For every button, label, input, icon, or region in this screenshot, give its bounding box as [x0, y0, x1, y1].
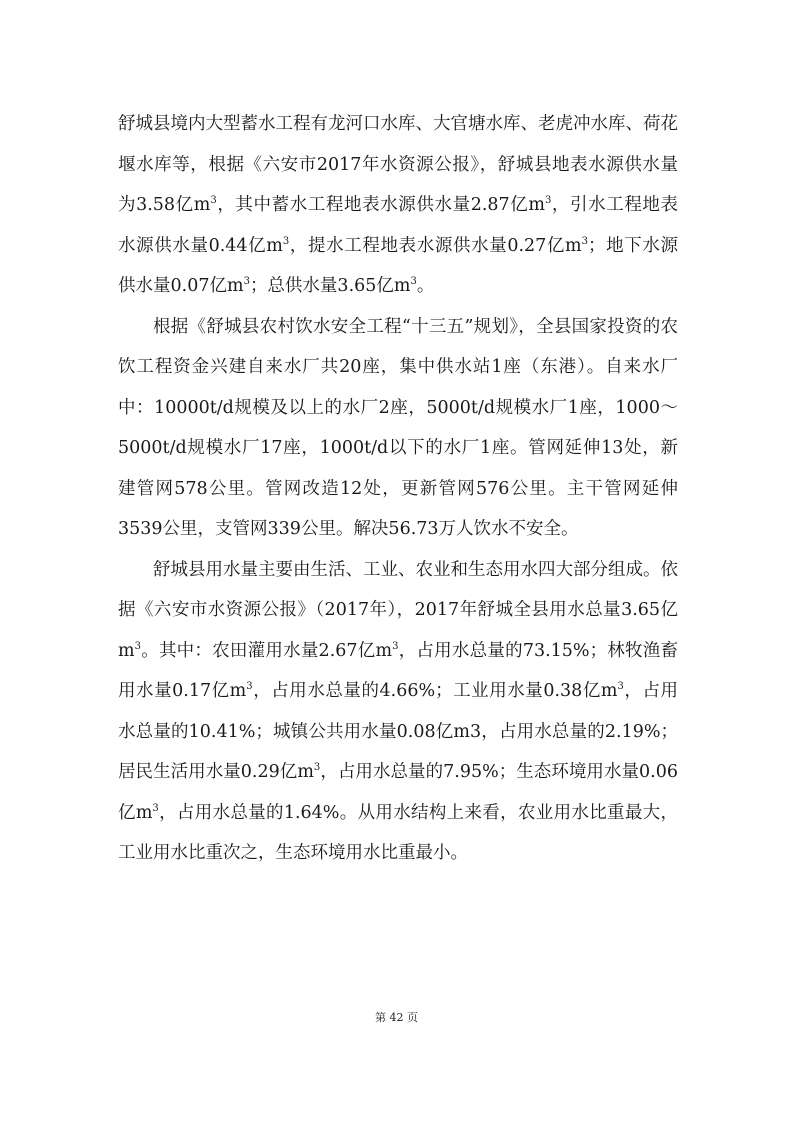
- text-run: ，占用水总量的4.66%；工业用水量0.38亿m: [252, 681, 618, 701]
- text-run: 。: [416, 276, 435, 296]
- superscript: 3: [282, 235, 290, 247]
- text-run: ，占用水总量的1.64%。从用水结构上来看，农业用水比重最大，工业用水比重次之，生态环境用水比重最小。: [118, 802, 678, 863]
- superscript: 3: [152, 802, 159, 814]
- text-run: ；总供水量3.65亿m: [249, 276, 411, 296]
- superscript: 3: [210, 195, 217, 207]
- text-run: ，提水工程地表水源供水量0.27亿m: [289, 235, 582, 256]
- paragraph-rural-drinking-water: [118, 307, 678, 550]
- superscript: 3: [243, 276, 250, 288]
- text-run: ，引水工程地表水源供水量0.44亿m: [118, 195, 679, 256]
- text-run: ；地下水源供水量0.07亿m: [118, 235, 679, 296]
- page-number: 第 42 页: [375, 1011, 418, 1024]
- text-run: ，其中蓄水工程地表水源供水量2.87亿m: [216, 195, 545, 215]
- paragraph-water-use: [118, 550, 678, 874]
- superscript: 3: [392, 640, 399, 652]
- superscript: 3: [246, 681, 253, 693]
- superscript: 3: [617, 681, 624, 693]
- superscript: 3: [313, 762, 321, 774]
- page-footer: [0, 1009, 793, 1025]
- body-text: [118, 104, 678, 874]
- text-run: 根据《舒城县农村饮水安全工程“十三五”规划》，全县国家投资的农饮工程资金兴建自来水厂共20座，集中供水站1座（东港）。自来水厂中：10000t/d规模及以上的水厂2座，5000t/d规模水厂1座，1000～5000t/d规模水厂17座，1000t/d以下的水厂1座。管网延伸13处，新建管网578公里。管网改造12处，更新管网576公里。主干管网延伸3539公里，支管网339公里。解决56.73万人饮水不安全。: [118, 316, 678, 539]
- superscript: 3: [581, 235, 589, 247]
- text-run: ，占用水总量的7.95%；生态环境用水量0.06亿m: [118, 762, 678, 823]
- superscript: 3: [134, 640, 141, 652]
- text-run: 舒城县用水量主要由生活、工业、农业和生态用水四大部分组成。依据《六安市水资源公报》（2017年），2017年舒城全县用水总量3.65亿m: [118, 559, 678, 661]
- text-run: 。其中：农田灌用水量2.67亿m: [140, 640, 393, 661]
- text-run: ，占用水总量的73.15%；林牧渔畜用水量0.17亿m: [118, 640, 679, 701]
- superscript: 3: [410, 276, 417, 288]
- text-run: 舒城县境内大型蓄水工程有龙河口水库、大官塘水库、老虎冲水库、荷花堰水库等，根据《六安市2017年水资源公报》，舒城县地表水源供水量为3.58亿m: [118, 114, 678, 215]
- paragraph-water-supply: [118, 104, 678, 307]
- text-run: ，占用水总量的10.41%；城镇公共用水量0.08亿m3，占用水总量的2.19%；居民生活用水量0.29亿m: [118, 681, 679, 782]
- superscript: 3: [544, 195, 552, 207]
